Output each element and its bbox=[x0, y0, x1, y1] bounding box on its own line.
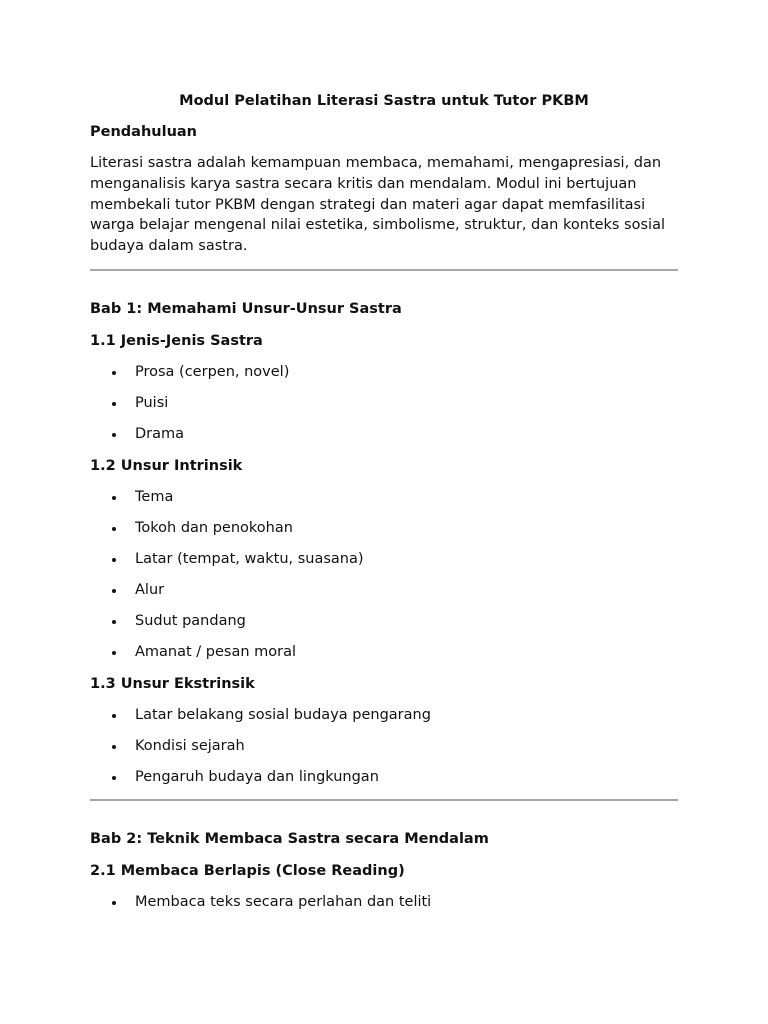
list-item bbox=[90, 580, 678, 600]
intro-paragraph: Literasi sastra adalah kemampuan membaca, memahami, mengapresiasi, dan menganalisis karya sastra secara kritis dan mendalam. Modul ini bertujuan membekali tutor PKBM dengan strategi dan materi agar dapat memfasilitasi warga belajar mengenal nilai estetika, simbolisme, struktur, dan konteks sosial budaya dalam sastra. bbox=[90, 155, 665, 255]
list-item-text: Alur bbox=[135, 581, 165, 598]
section-1-3-list bbox=[90, 705, 678, 787]
section-1-2-list bbox=[90, 487, 678, 662]
intro-heading: Pendahuluan bbox=[90, 124, 197, 140]
document-content bbox=[90, 91, 678, 912]
bullet-icon bbox=[112, 776, 116, 780]
bullet-icon bbox=[112, 496, 116, 500]
list-item bbox=[90, 767, 678, 787]
bullet-icon bbox=[112, 558, 116, 562]
list-item bbox=[90, 549, 678, 569]
list-item-text: Pengaruh budaya dan lingkungan bbox=[135, 768, 379, 785]
section-1-1-heading: 1.1 Jenis-Jenis Sastra bbox=[90, 332, 263, 349]
list-item-text: Sudut pandang bbox=[135, 612, 246, 629]
list-item bbox=[90, 892, 678, 912]
list-item bbox=[90, 393, 678, 413]
list-item bbox=[90, 611, 678, 631]
bullet-icon bbox=[112, 901, 116, 905]
section-2-1-list bbox=[90, 892, 678, 912]
list-item-text: Latar (tempat, waktu, suasana) bbox=[135, 550, 364, 567]
list-item-text: Tema bbox=[135, 488, 174, 505]
list-item bbox=[90, 705, 678, 725]
bullet-icon bbox=[112, 527, 116, 531]
bullet-icon bbox=[112, 651, 116, 655]
list-item-text: Puisi bbox=[135, 394, 169, 411]
chapter-1-heading: Bab 1: Memahami Unsur-Unsur Sastra bbox=[90, 300, 402, 317]
list-item-text: Amanat / pesan moral bbox=[135, 643, 297, 660]
list-item bbox=[90, 362, 678, 382]
bullet-icon bbox=[112, 402, 116, 406]
list-item-text: Prosa (cerpen, novel) bbox=[135, 363, 290, 380]
section-divider bbox=[90, 799, 678, 801]
bullet-icon bbox=[112, 745, 116, 749]
section-2-1-heading: 2.1 Membaca Berlapis (Close Reading) bbox=[90, 862, 405, 879]
chapter-2-heading: Bab 2: Teknik Membaca Sastra secara Mendalam bbox=[90, 830, 489, 847]
bullet-icon bbox=[112, 714, 116, 718]
bullet-icon bbox=[112, 433, 116, 437]
section-divider bbox=[90, 269, 678, 271]
section-1-1-list bbox=[90, 362, 678, 444]
list-item-text: Latar belakang sosial budaya pengarang bbox=[135, 706, 431, 723]
list-item bbox=[90, 518, 678, 538]
list-item-text: Membaca teks secara perlahan dan teliti bbox=[135, 893, 432, 910]
section-1-2-heading: 1.2 Unsur Intrinsik bbox=[90, 457, 243, 474]
list-item-text: Kondisi sejarah bbox=[135, 737, 245, 754]
section-1-3-heading: 1.3 Unsur Ekstrinsik bbox=[90, 675, 255, 692]
bullet-icon bbox=[112, 620, 116, 624]
bullet-icon bbox=[112, 589, 116, 593]
list-item bbox=[90, 424, 678, 444]
document-title: Modul Pelatihan Literasi Sastra untuk Tutor PKBM bbox=[179, 93, 589, 109]
list-item-text: Drama bbox=[135, 425, 185, 442]
bullet-icon bbox=[112, 371, 116, 375]
list-item bbox=[90, 642, 678, 662]
list-item bbox=[90, 487, 678, 507]
list-item bbox=[90, 736, 678, 756]
list-item-text: Tokoh dan penokohan bbox=[135, 519, 293, 536]
